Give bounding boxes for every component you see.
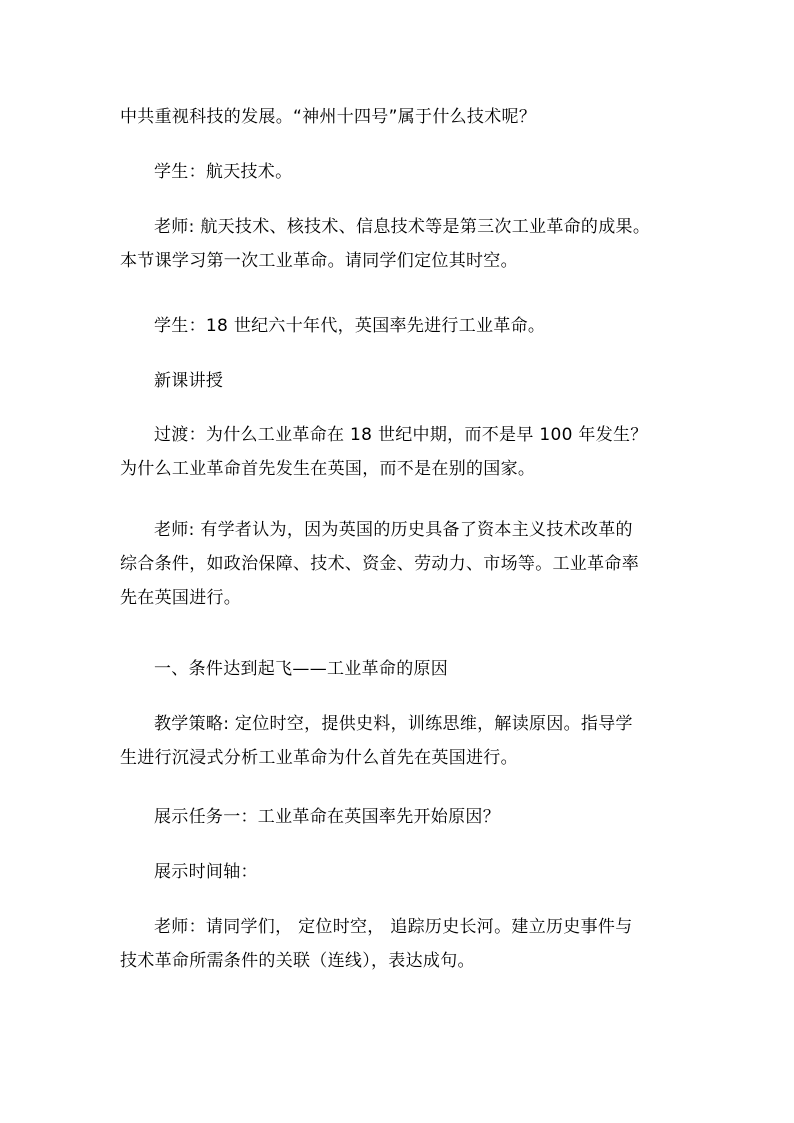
text-line: 新课讲授 xyxy=(154,371,224,391)
section-heading-new-lesson xyxy=(120,364,680,398)
text-line: 教学策略: 定位时空，提供史料，训练思维，解读原因。指导学 xyxy=(154,714,633,734)
paragraph-task-one xyxy=(120,800,680,834)
paragraph-timeline xyxy=(120,855,680,889)
text-line: 本节课学习第一次工业革命。请同学们定位其时空。 xyxy=(120,251,518,271)
text-line: 老师: 航天技术、核技术、信息技术等是第三次工业革命的成果。 xyxy=(154,217,651,237)
text-line: 过渡：为什么工业革命在 18 世纪中期，而不是早 100 年发生？ xyxy=(154,425,648,445)
paragraph-teacher-2 xyxy=(120,513,680,615)
section-heading-causes xyxy=(120,652,680,686)
text-line: 技术革命所需条件的关联（连线），表达成句。 xyxy=(120,951,475,971)
text-line: 展示时间轴： xyxy=(154,862,258,882)
text-line: 先在英国进行。 xyxy=(120,588,242,608)
text-line: 为什么工业革命首先发生在英国，而不是在别的国家。 xyxy=(120,459,536,479)
text-line: 老师：请同学们， 定位时空， 追踪历史长河。建立历史事件与 xyxy=(154,917,633,937)
text-line: 生进行沉浸式分析工业革命为什么首先在英国进行。 xyxy=(120,748,518,768)
text-line: 中共重视科技的发展。“神州十四号”属于什么技术呢？ xyxy=(120,107,537,127)
paragraph-student-answer-2 xyxy=(120,309,680,343)
paragraph-transition xyxy=(120,418,680,486)
text-line: 展示任务一：工业革命在英国率先开始原因？ xyxy=(154,807,500,827)
text-line: 一、条件达到起飞——工业革命的原因 xyxy=(154,659,449,679)
text-line: 学生：航天技术。 xyxy=(154,162,293,182)
paragraph-teaching-strategy xyxy=(120,707,680,775)
text-line: 学生：18 世纪六十年代，英国率先进行工业革命。 xyxy=(154,316,546,336)
paragraph-student-answer-1 xyxy=(120,155,680,189)
paragraph-intro-continuation xyxy=(120,100,680,134)
text-line: 老师: 有学者认为，因为英国的历史具备了资本主义技术改革的 xyxy=(154,520,633,540)
paragraph-teacher-3 xyxy=(120,910,680,978)
text-line: 综合条件，如政治保障、技术、资金、劳动力、市场等。工业革命率 xyxy=(120,554,639,574)
paragraph-teacher-1 xyxy=(120,210,680,278)
